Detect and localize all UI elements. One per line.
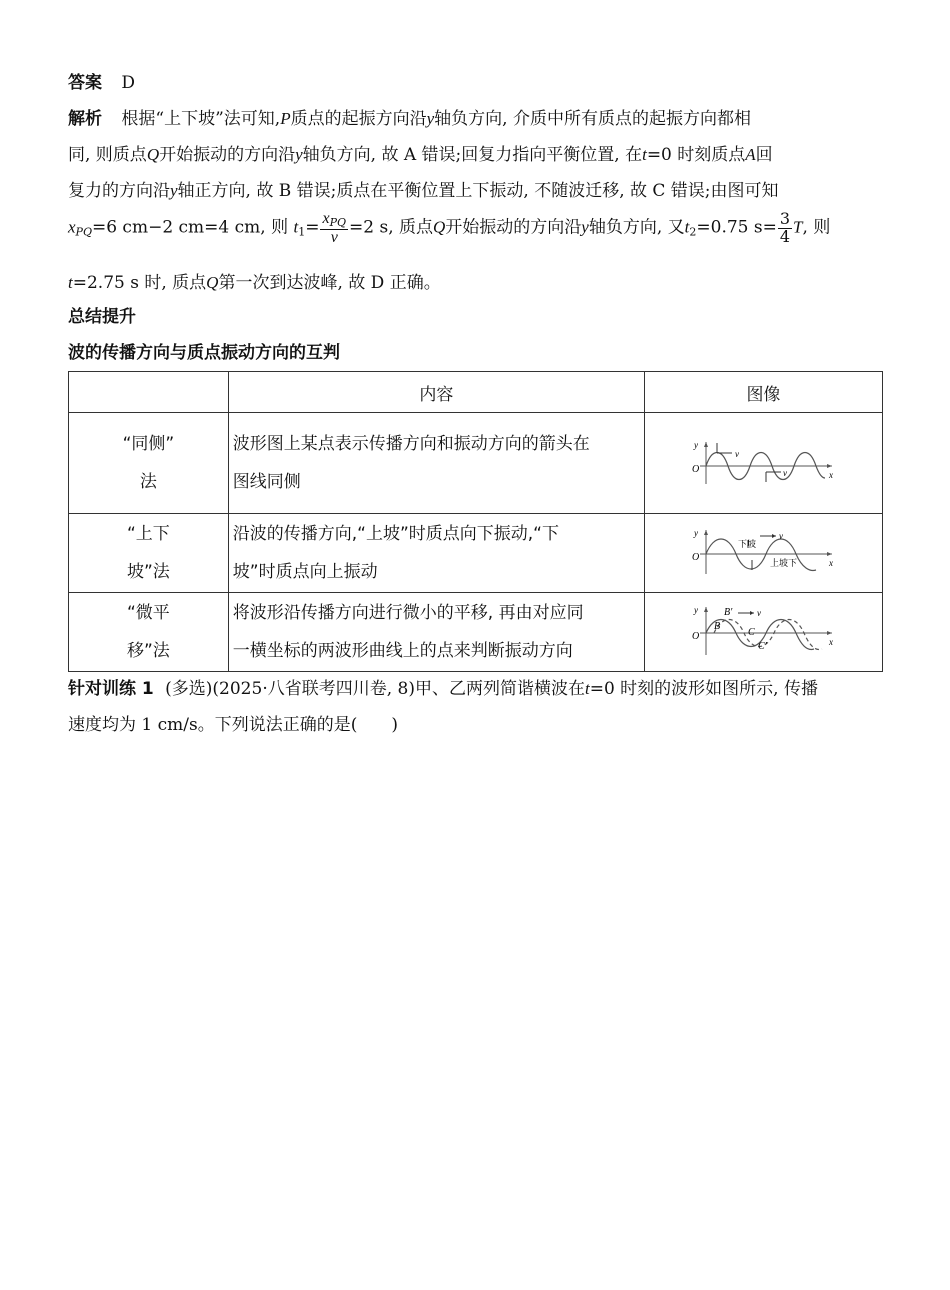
var-T: T xyxy=(793,217,803,237)
frac-den: v xyxy=(330,228,338,246)
var-Q: Q xyxy=(146,145,160,164)
arrow-head-icon xyxy=(750,611,754,615)
equals: = xyxy=(305,217,320,238)
micro-shift-figure xyxy=(688,603,838,657)
analysis-text: 第一次到达波峰, 故 D 正确。 xyxy=(218,273,441,293)
exercise-line-1 xyxy=(68,674,818,699)
table-row xyxy=(69,514,883,593)
fraction-xpq-over-v xyxy=(320,210,348,246)
method-name: 坡”法 xyxy=(126,562,170,582)
x-axis-arrow-icon xyxy=(827,464,832,468)
analysis-text: 同, 则质点 xyxy=(68,145,147,165)
downhill-label: 下坡 xyxy=(738,538,757,549)
fraction-3-over-4 xyxy=(778,208,792,246)
content-cell xyxy=(228,413,644,514)
var-y: y xyxy=(426,109,435,128)
var-y: y xyxy=(170,181,178,200)
content-cell xyxy=(228,593,644,672)
table-header-figure: 图像 xyxy=(644,372,882,413)
table-row xyxy=(69,413,883,514)
analysis-text: , 则 xyxy=(802,217,831,238)
var-t1: t xyxy=(293,217,299,237)
velocity-label: v xyxy=(735,448,740,459)
analysis-text: =2.75 s 时, 质点 xyxy=(72,273,207,293)
analysis-text: =0 时刻质点 xyxy=(646,145,746,165)
origin-label: O xyxy=(692,630,700,642)
table-header-content: 内容 xyxy=(228,372,644,413)
analysis-line-3 xyxy=(68,176,779,201)
answer-label: 答案 xyxy=(68,73,102,93)
origin-label: O xyxy=(692,463,700,475)
answer-line xyxy=(68,68,135,93)
figure-cell xyxy=(644,514,882,593)
analysis-text: 根据“上下坡”法可知, xyxy=(121,109,281,129)
frac-num-sub: PQ xyxy=(329,216,347,229)
origin-label: O xyxy=(692,551,700,563)
frac-num: x xyxy=(322,210,330,227)
var-P: P xyxy=(280,109,291,128)
point-B-label: B xyxy=(714,620,721,632)
method-cell xyxy=(69,514,229,593)
frac-num: 3 xyxy=(779,208,791,228)
content-text: 波形图上某点表示传播方向和振动方向的箭头在 xyxy=(232,434,590,454)
summary-table xyxy=(68,371,883,672)
analysis-text: 轴负方向, 又 xyxy=(588,217,685,238)
content-text: 沿波的传播方向,“上坡”时质点向下振动,“下 xyxy=(232,524,559,544)
var-Q: Q xyxy=(433,217,446,237)
subscript: 2 xyxy=(689,225,697,239)
analysis-text: 回 xyxy=(755,145,773,165)
figure-cell xyxy=(644,593,882,672)
analysis-line-4 xyxy=(68,210,830,246)
method-name: “微平 xyxy=(126,603,170,623)
var-y: y xyxy=(581,217,589,237)
analysis-text: 开始振动的方向沿 xyxy=(445,217,582,238)
x-axis-arrow-icon xyxy=(827,552,832,556)
method-name: “同侧” xyxy=(122,434,175,454)
uphill-downhill-figure xyxy=(688,526,838,576)
y-axis-arrow-icon xyxy=(704,442,708,447)
method-cell xyxy=(69,413,229,514)
analysis-line-1 xyxy=(68,104,751,129)
wave-curve xyxy=(706,539,816,570)
var-t2: t xyxy=(684,217,690,237)
arrow-head-icon xyxy=(772,534,776,538)
figure-cell xyxy=(644,413,882,514)
axis-label-x: x xyxy=(829,469,834,480)
analysis-text: 质点的起振方向沿 xyxy=(290,109,427,129)
content-text: 一横坐标的两波形曲线上的点来判断振动方向 xyxy=(232,641,573,661)
var-Q: Q xyxy=(206,273,219,292)
exercise-text: (多选)(2025·八省联考四川卷, 8)甲、乙两列简谐横波在 xyxy=(165,679,585,699)
var-t: t xyxy=(642,145,647,164)
point-C-prime-label: C′ xyxy=(758,640,768,652)
answer-value: D xyxy=(121,73,136,93)
analysis-text: =2 s, 质点 xyxy=(349,217,434,238)
content-text: 图线同侧 xyxy=(232,472,301,492)
table-header-cell xyxy=(69,372,229,413)
analysis-text: 轴负方向, 介质中所有质点的起振方向都相 xyxy=(434,109,751,129)
summary-heading: 总结提升 xyxy=(68,307,136,327)
var-t: t xyxy=(584,679,590,698)
point-B-prime-label: B′ xyxy=(724,606,733,618)
analysis-text: 复力的方向沿 xyxy=(68,181,170,201)
axis-label-y: y xyxy=(694,604,699,615)
method-cell xyxy=(69,593,229,672)
content-cell xyxy=(228,514,644,593)
analysis-text: =0.75 s= xyxy=(696,217,777,238)
analysis-text: 开始振动的方向沿 xyxy=(159,145,296,165)
table-header-row xyxy=(69,372,883,413)
content-text: 坡”时质点向上振动 xyxy=(232,562,378,582)
axis-label-y: y xyxy=(694,527,699,538)
content-text: 将波形沿传播方向进行微小的平移, 再由对应同 xyxy=(232,603,584,623)
subscript: 1 xyxy=(298,225,306,239)
var-A: A xyxy=(745,145,756,164)
velocity-label: v xyxy=(779,530,784,541)
y-axis-arrow-icon xyxy=(704,530,708,535)
velocity-label: v xyxy=(757,607,762,618)
exercise-line-2: 速度均为 1 cm/s。下列说法正确的是( ) xyxy=(68,715,398,735)
subscript: PQ xyxy=(75,225,92,239)
method-name: “上下 xyxy=(126,524,170,544)
exercise-text: =0 时刻的波形如图所示, 传播 xyxy=(589,679,818,699)
axis-label-x: x xyxy=(829,636,834,647)
var-x: x xyxy=(68,217,76,237)
point-C-label: C xyxy=(748,626,756,638)
analysis-line-5 xyxy=(68,268,441,293)
analysis-text: 轴正方向, 故 B 错误;质点在平衡位置上下振动, 不随波迁移, 故 C 错误;由图可知 xyxy=(177,181,779,201)
y-axis-arrow-icon xyxy=(704,607,708,612)
axis-label-x: x xyxy=(829,557,834,568)
analysis-text: 轴负方向, 故 A 错误;回复力指向平衡位置, 在 xyxy=(302,145,643,165)
table-row xyxy=(69,593,883,672)
same-side-wave-figure xyxy=(688,436,838,486)
x-axis-arrow-icon xyxy=(827,631,832,635)
var-t: t xyxy=(68,273,73,292)
exercise-label: 针对训练 1 xyxy=(68,679,154,699)
uphill-label: 上坡下 xyxy=(770,557,798,568)
analysis-label: 解析 xyxy=(68,109,102,129)
var-y: y xyxy=(295,145,303,164)
method-name: 法 xyxy=(139,472,157,492)
analysis-text: =6 cm−2 cm=4 cm, 则 xyxy=(91,217,289,238)
summary-subheading: 波的传播方向与质点振动方向的互判 xyxy=(68,343,340,363)
analysis-line-2 xyxy=(68,140,773,165)
velocity-label: v xyxy=(783,467,788,478)
axis-label-y: y xyxy=(694,439,699,450)
method-name: 移”法 xyxy=(126,641,170,661)
frac-den: 4 xyxy=(779,226,791,246)
